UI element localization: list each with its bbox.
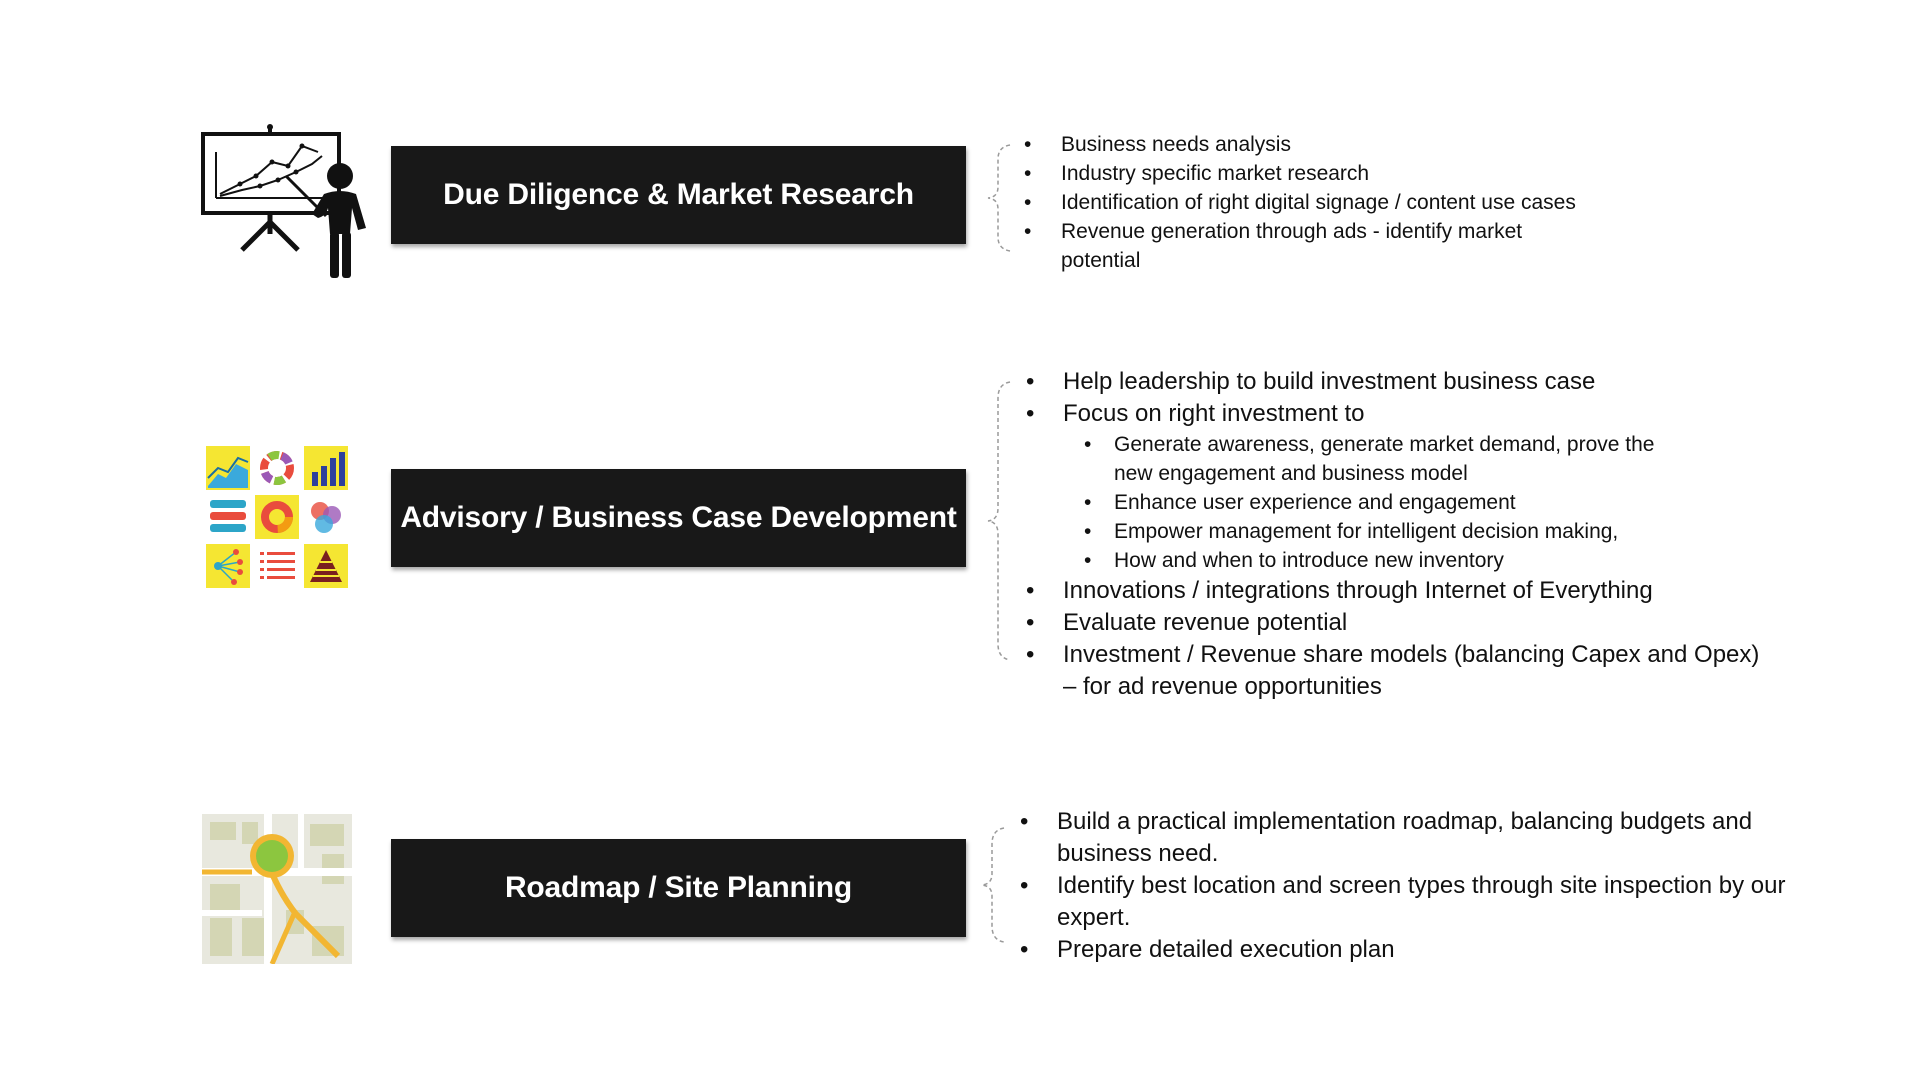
section-banner-due-diligence: Due Diligence & Market Research	[391, 146, 966, 244]
list-item: • Build a practical implementation roadmap, balancing budgets and business need.	[1020, 806, 1800, 870]
list-item: • Industry specific market research	[1024, 159, 1584, 188]
list-item: • Evaluate revenue potential	[1026, 607, 1766, 639]
brace-divider-1	[986, 143, 1016, 253]
presentation-icon	[200, 124, 370, 280]
list-item: • Identify best location and screen types through site inspection by our expert.	[1020, 870, 1800, 934]
bullet-list-advisory	[1026, 366, 1766, 703]
section-banner-advisory: Advisory / Business Case Development	[391, 469, 966, 567]
list-item: • Investment / Revenue share models (balancing Capex and Opex) – for ad revenue opportunities	[1026, 639, 1766, 703]
brace-divider-2	[986, 380, 1016, 662]
list-item: • How and when to introduce new inventory	[1084, 546, 1664, 575]
list-item	[1026, 398, 1766, 575]
section-banner-roadmap: Roadmap / Site Planning	[391, 839, 966, 937]
brace-divider-3	[980, 826, 1010, 944]
list-item-text: Focus on right investment to	[1063, 400, 1365, 427]
list-item: • Revenue generation through ads - identify market potential	[1024, 217, 1584, 275]
bullet-list-due-diligence	[1024, 130, 1584, 275]
list-item: • Generate awareness, generate market demand, prove the new engagement and business model	[1084, 430, 1664, 488]
list-item: • Empower management for intelligent decision making,	[1084, 517, 1664, 546]
list-item: • Business needs analysis	[1024, 130, 1584, 159]
list-item: • Prepare detailed execution plan	[1020, 934, 1800, 966]
bullet-list-roadmap	[1020, 806, 1800, 966]
analytics-grid-icon	[204, 444, 352, 592]
list-item: • Identification of right digital signage / content use cases	[1024, 188, 1584, 217]
list-item: • Enhance user experience and engagement	[1084, 488, 1664, 517]
list-item: • Innovations / integrations through Internet of Everything	[1026, 575, 1766, 607]
sub-bullet-list	[1026, 430, 1664, 575]
map-icon	[202, 814, 352, 964]
list-item: • Help leadership to build investment business case	[1026, 366, 1766, 398]
